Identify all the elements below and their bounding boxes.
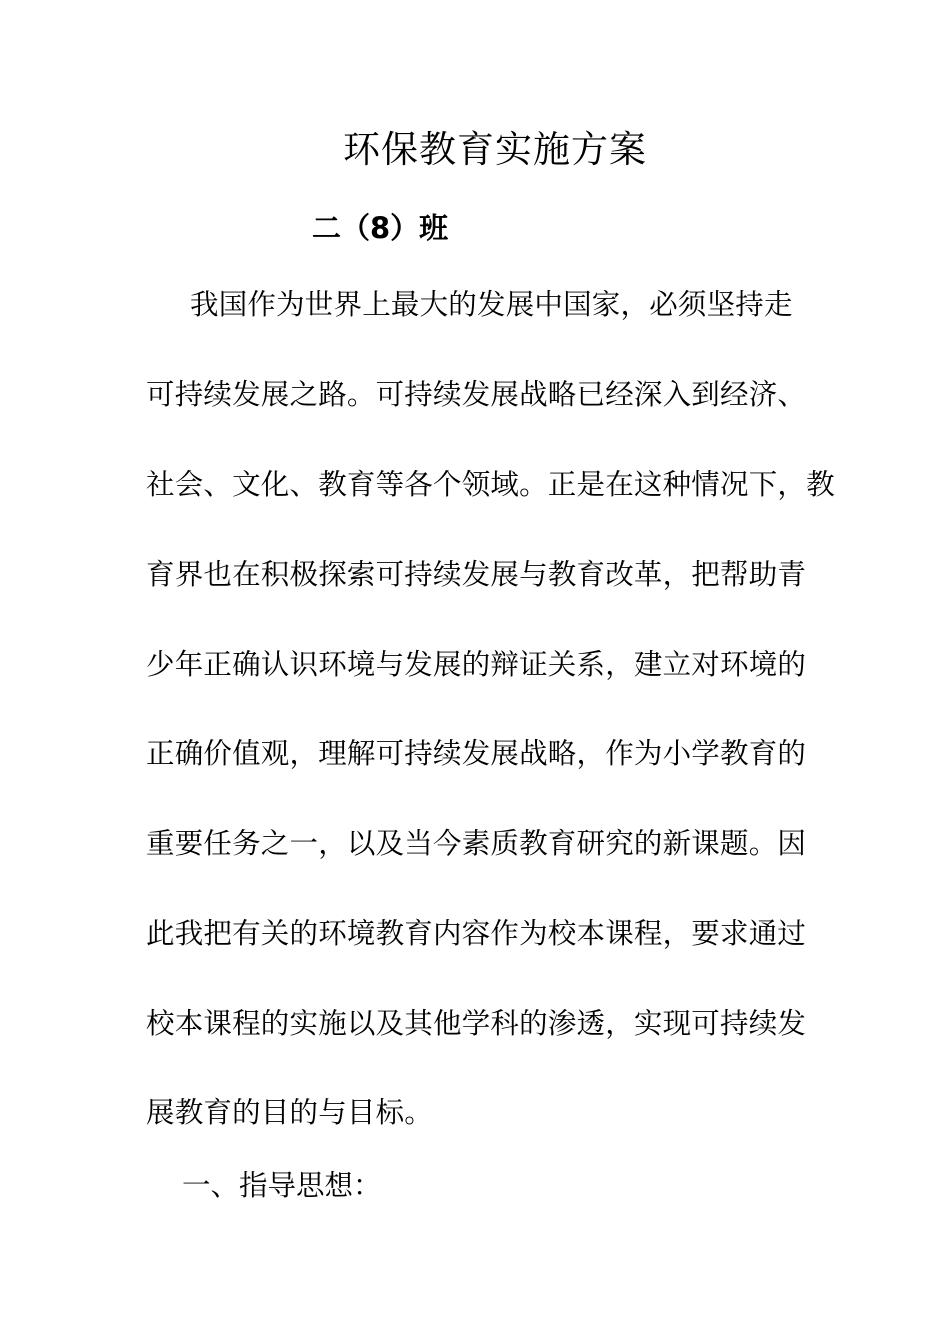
document-title: 环保教育实施方案: [343, 128, 647, 171]
paragraph-line: 展教育的目的与目标。: [146, 1096, 434, 1129]
paragraph-line: 正确价值观，理解可持续发展战略，作为小学教育的: [146, 737, 807, 770]
paragraph-line: 可持续发展之路。可持续发展战略已经深入到经济、: [146, 378, 807, 411]
paragraph-line: 育界也在积极探索可持续发展与教育改革，把帮助青: [146, 558, 807, 591]
paragraph-line: 校本课程的实施以及其他学科的渗透，实现可持续发: [146, 1007, 807, 1040]
paragraph-line: 重要任务之一，以及当今素质教育研究的新课题。因: [146, 827, 807, 860]
paragraph-line: 少年正确认识环境与发展的辩证关系，建立对环境的: [146, 648, 807, 681]
paragraph-line: 社会、文化、教育等各个领域。正是在这种情况下，教: [146, 468, 835, 501]
paragraph-line: 我国作为世界上最大的发展中国家，必须坚持走: [190, 288, 793, 321]
class-label: 二（8）班: [312, 211, 449, 245]
paragraph-line: 此我把有关的环境教育内容作为校本课程，要求通过: [146, 917, 807, 950]
section-heading: 一、指导思想：: [182, 1169, 382, 1202]
